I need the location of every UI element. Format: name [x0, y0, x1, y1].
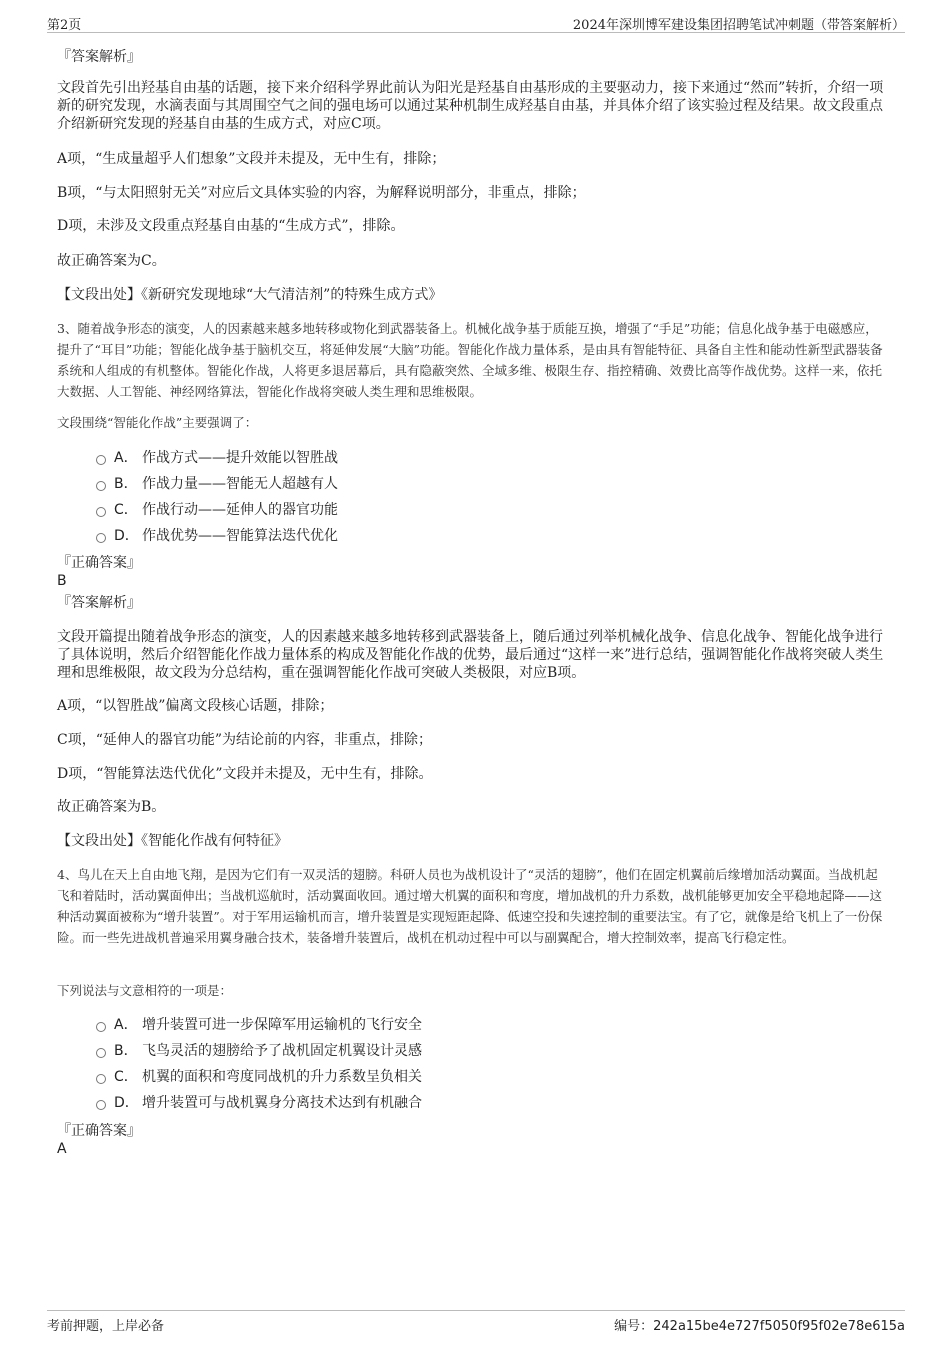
q4-option-a[interactable]: A． 增升装置可进一步保障军用运输机的飞行安全 — [96, 1015, 422, 1035]
q3-conclusion: 故正确答案为B。 — [57, 799, 166, 815]
q4-option-b[interactable]: B． 飞鸟灵活的翅膀给予了战机固定机翼设计灵感 — [96, 1041, 422, 1061]
q3-analysis-d: D项，“智能算法迭代优化”文段并未提及，无中生有，排除。 — [57, 766, 433, 782]
q4-passage: 4、鸟儿在天上自由地飞翔，是因为它们有一双灵活的翅膀。科研人员也为战机设计了“灵活的翅膀”，他们在固定机翼前后缘增加活动翼面。当战机起飞和着陆时，活动翼面伸出；当战机巡航时，活动翼面收回。通过增大机翼的面积和弯度，增加战机的升力系数，战机能够更加安全平稳地起降——这种活动翼面被称为“增升装置”。对于军用运输机而言，增升装置是实现短距起降、低速空投和失速控制的重要法宝。有了它，就像是给飞机上了一份保险。而一些先进战机普遍采用翼身融合技术，装备增升装置后，战机在机动过程中可以与副翼配合，增大控制效率，提高飞行稳定性。 — [57, 867, 883, 945]
radio-icon[interactable] — [96, 1100, 106, 1110]
q3-answer: B — [57, 573, 67, 589]
q3-option-a[interactable]: A． 作战方式——提升效能以智胜战 — [96, 448, 338, 468]
q4-answer: A — [57, 1141, 67, 1157]
q3-option-b[interactable]: B． 作战力量——智能无人超越有人 — [96, 474, 338, 494]
page-header — [47, 12, 905, 33]
q2-analysis-text: 文段首先引出羟基自由基的话题，接下来介绍科学界此前认为阳光是羟基自由基形成的主要驱动力，接下来通过“然而”转折，介绍一项新的研究发现，水滴表面与其周围空气之间的强电场可以通过某种机制生成羟基自由基，并具体介绍了该实验过程及结果。故文段重点介绍新研究发现的羟基自由基的生成方式，对应C项。 — [57, 80, 884, 132]
page-number: 第2页 — [47, 18, 82, 33]
radio-icon[interactable] — [96, 507, 106, 517]
q2-analysis-a: A项，“生成量超乎人们想象”文段并未提及，无中生有，排除； — [57, 151, 446, 167]
q3-analysis-a: A项，“以智胜战”偏离文段核心话题，排除； — [57, 698, 334, 714]
q4-option-d[interactable]: D． 增升装置可与战机翼身分离技术达到有机融合 — [96, 1093, 422, 1113]
q4-answer-label: 『正确答案』 — [57, 1123, 141, 1139]
footer-code: 编号：242a15be4e727f5050f95f02e78e615a — [614, 1319, 905, 1334]
document-title: 2024年深圳博军建设集团招聘笔试冲刺题（带答案解析） — [572, 18, 905, 33]
radio-icon[interactable] — [96, 1048, 106, 1058]
q3-analysis-text: 文段开篇提出随着战争形态的演变，人的因素越来越多地转移到武器装备上，随后通过列举机械化战争、信息化战争、智能化战争进行了具体说明，然后介绍智能化作战力量体系的构成及智能化作战的优势，最后通过“这样一来”进行总结，强调智能化作战将突破人类生理和思维极限，故文段为分总结构，重在强调智能化作战可突破人类极限，对应B项。 — [57, 629, 884, 681]
q3-source: 【文段出处】《智能化作战有何特征》 — [57, 833, 288, 849]
q4-option-c[interactable]: C． 机翼的面积和弯度同战机的升力系数呈负相关 — [96, 1067, 422, 1087]
page-footer — [47, 1310, 905, 1333]
q3-question: 文段围绕“智能化作战”主要强调了： — [57, 415, 258, 430]
q2-analysis-d: D项，未涉及文段重点羟基自由基的“生成方式”，排除。 — [57, 218, 405, 234]
footer-slogan: 考前押题，上岸必备 — [47, 1319, 165, 1334]
q4-question: 下列说法与文意相符的一项是： — [57, 983, 233, 998]
q3-analysis-c: C项，“延伸人的器官功能”为结论前的内容，非重点，排除； — [57, 732, 433, 748]
q3-option-d[interactable]: D． 作战优势——智能算法迭代优化 — [96, 526, 338, 546]
radio-icon[interactable] — [96, 1022, 106, 1032]
q3-answer-label: 『正确答案』 — [57, 555, 141, 571]
radio-icon[interactable] — [96, 455, 106, 465]
q2-analysis-label: 『答案解析』 — [57, 49, 141, 65]
radio-icon[interactable] — [96, 533, 106, 543]
radio-icon[interactable] — [96, 1074, 106, 1084]
q3-analysis-label: 『答案解析』 — [57, 595, 141, 611]
q3-option-c[interactable]: C． 作战行动——延伸人的器官功能 — [96, 500, 338, 520]
radio-icon[interactable] — [96, 481, 106, 491]
q2-source: 【文段出处】《新研究发现地球“大气清洁剂”的特殊生成方式》 — [57, 287, 443, 303]
q3-passage: 3、随着战争形态的演变，人的因素越来越多地转移或物化到武器装备上。机械化战争基于质能互换，增强了“手足”功能；信息化战争基于电磁感应，提升了“耳目”功能；智能化战争基于脑机交互，将延伸发展“大脑”功能。智能化作战力量体系，是由具有智能特征、具备自主性和能动性新型武器装备系统和人组成的有机整体。智能化作战，人将更多退居幕后，具有隐蔽突然、全域多维、极限生存、指控精确、效费比高等作战优势。这样一来，依托大数据、人工智能、神经网络算法，智能化作战将突破人类生理和思维极限。 — [57, 321, 883, 399]
q2-conclusion: 故正确答案为C。 — [57, 253, 166, 269]
q2-analysis-b: B项，“与太阳照射无关”对应后文具体实验的内容，为解释说明部分，非重点，排除； — [57, 185, 586, 201]
